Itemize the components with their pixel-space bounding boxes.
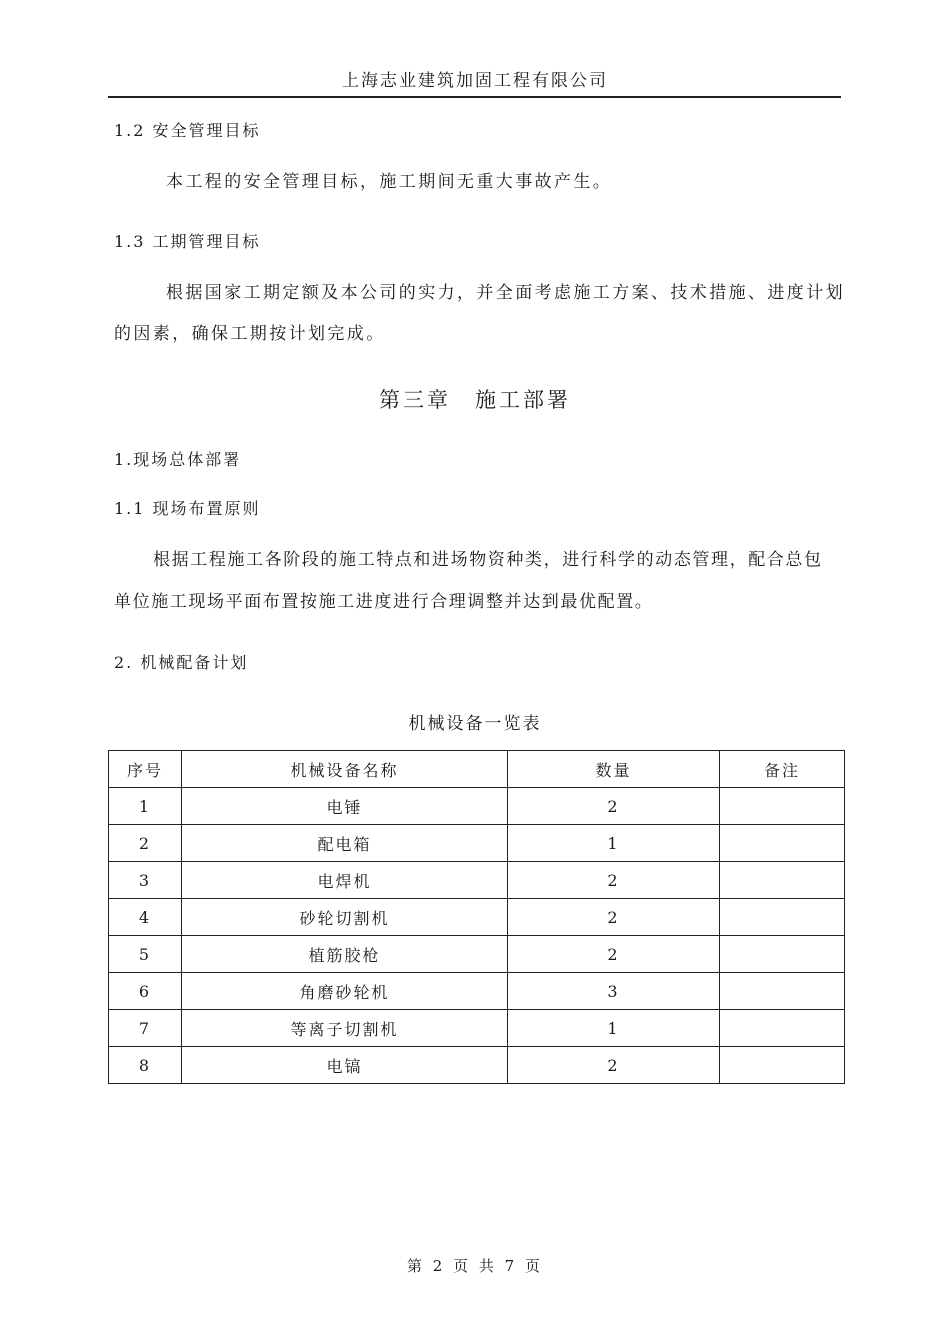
cell-quantity: 3 [508, 973, 720, 1010]
column-header-name: 机械设备名称 [182, 751, 508, 788]
header-divider [108, 96, 841, 98]
section-heading-1: 1.现场总体部署 [114, 450, 242, 469]
section-heading-1-2: 1.2 安全管理目标 [114, 121, 261, 140]
column-header-remarks: 备注 [720, 751, 845, 788]
cell-index: 8 [109, 1047, 182, 1084]
paragraph-line: 单位施工现场平面布置按施工进度进行合理调整并达到最优配置。 [114, 592, 654, 612]
cell-name: 角磨砂轮机 [182, 973, 508, 1010]
cell-quantity: 1 [508, 1010, 720, 1047]
paragraph-line: 的因素，确保工期按计划完成。 [114, 324, 386, 344]
cell-index: 4 [109, 899, 182, 936]
cell-remarks [720, 899, 845, 936]
cell-index: 6 [109, 973, 182, 1010]
table-row [109, 788, 845, 825]
page-number-footer: 第 2 页 共 7 页 [407, 1257, 543, 1275]
table-row [109, 1047, 845, 1084]
table-caption: 机械设备一览表 [408, 714, 542, 734]
column-header-index: 序号 [109, 751, 182, 788]
table-row [109, 973, 845, 1010]
cell-remarks [720, 788, 845, 825]
cell-quantity: 2 [508, 862, 720, 899]
equipment-table [108, 750, 845, 1084]
cell-index: 2 [109, 825, 182, 862]
cell-index: 7 [109, 1010, 182, 1047]
cell-quantity: 2 [508, 899, 720, 936]
cell-name: 配电箱 [182, 825, 508, 862]
cell-index: 3 [109, 862, 182, 899]
cell-remarks [720, 862, 845, 899]
cell-remarks [720, 973, 845, 1010]
cell-name: 电镐 [182, 1047, 508, 1084]
section-heading-1-3: 1.3 工期管理目标 [114, 232, 261, 251]
paragraph-line: 根据国家工期定额及本公司的实力，并全面考虑施工方案、技术措施、进度计划 [166, 283, 845, 303]
page-header-company: 上海志业建筑加固工程有限公司 [342, 71, 608, 91]
table-row [109, 1010, 845, 1047]
cell-name: 电锤 [182, 788, 508, 825]
paragraph-line: 本工程的安全管理目标，施工期间无重大事故产生。 [166, 172, 613, 192]
cell-remarks [720, 1010, 845, 1047]
paragraph-line: 根据工程施工各阶段的施工特点和进场物资种类，进行科学的动态管理，配合总包 [153, 550, 823, 570]
column-header-quantity: 数量 [508, 751, 720, 788]
section-heading-2: 2. 机械配备计划 [114, 653, 249, 672]
cell-quantity: 2 [508, 1047, 720, 1084]
cell-name: 砂轮切割机 [182, 899, 508, 936]
cell-remarks [720, 1047, 845, 1084]
table-row [109, 899, 845, 936]
cell-remarks [720, 825, 845, 862]
cell-name: 电焊机 [182, 862, 508, 899]
cell-quantity: 2 [508, 788, 720, 825]
section-heading-1-1: 1.1 现场布置原则 [114, 499, 261, 518]
cell-index: 1 [109, 788, 182, 825]
cell-name: 等离子切割机 [182, 1010, 508, 1047]
table-row [109, 862, 845, 899]
table-row [109, 825, 845, 862]
cell-name: 植筋胶枪 [182, 936, 508, 973]
cell-quantity: 2 [508, 936, 720, 973]
cell-index: 5 [109, 936, 182, 973]
table-row [109, 936, 845, 973]
table-header-row [109, 751, 845, 788]
chapter-title: 第三章 施工部署 [379, 388, 571, 412]
cell-remarks [720, 936, 845, 973]
cell-quantity: 1 [508, 825, 720, 862]
